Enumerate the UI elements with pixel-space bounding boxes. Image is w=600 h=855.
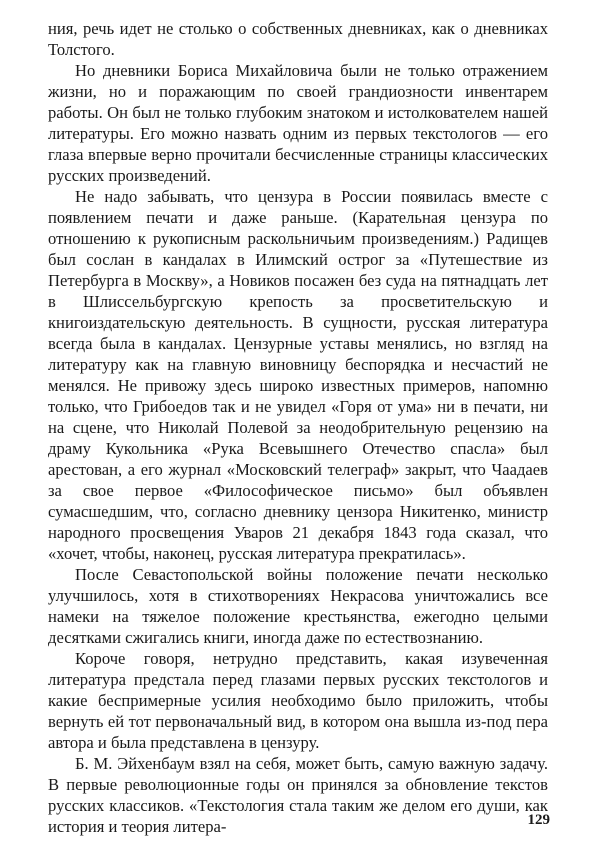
paragraph-3: Не надо забывать, что цензура в России появилась вместе с появлением печати и даже раньше. (Карательная цензура по отношению к рукописным раскольничьим произведениям.) Радищев был сослан в кандалах в Илимский острог за «Путешествие из Петербурга в Москву», а Новиков посажен без суда на пятнадцать лет в Шлиссельбургскую крепость за просветительскую и книгоиздательскую деятельность. В сущности, русская литература всегда была в кандалах. Цензурные уставы менялись, но взгляд на литературу как на главную виновницу беспорядка и несчастий не менялся. Не привожу здесь широко известных примеров, напомню только, что Грибоедов так и не увидел «Горя от ума» ни в печати, ни на сцене, что Николай Полевой за неодобрительную рецензию на драму Кукольника «Рука Всевышнего Отечество спасла» был арестован, а его журнал «Московский телеграф» закрыт, что Чаадаев за свое первое «Философическое письмо» был объявлен сумасшедшим, что, согласно дневнику цензора Никитенко, министр народного просвещения Уваров 21 декабря 1843 года сказал, что «хочет, чтобы, наконец, русская литература прекратилась». — [48, 187, 548, 563]
paragraph-1: ния, речь идет не столько о собственных дневниках, как о дневниках Толстого. — [48, 19, 548, 59]
page-number: 129 — [527, 812, 550, 828]
paragraph-4: После Севастопольской войны положение печати несколько улучшилось, хотя в стихотворениях Некрасова уничтожались все намеки на тяжелое положение крестьянства, ежегодно целыми десятками сжигались книги, иногда даже по естествознанию. — [48, 565, 548, 647]
paragraph-2: Но дневники Бориса Михайловича были не только отражением жизни, но и поражающим по своей грандиозности инвентарем работы. Он был не только глубоким знатоком и истолкователем нашей литературы. Его можно назвать одним из первых текстологов — его глаза впервые верно прочитали бесчисленные страницы классических русских произведений. — [48, 61, 548, 185]
paragraph-5: Короче говоря, нетрудно представить, какая изувеченная литература предстала перед глазами первых русских текстологов и какие беспримерные усилия необходимо было приложить, чтобы вернуть ей тот первоначальный вид, в котором она вышла из-под пера автора и была представлена в цензуру. — [48, 649, 548, 752]
paragraph-6: Б. М. Эйхенбаум взял на себя, может быть, самую важную задачу. В первые революционные годы он принялся за обновление текстов русских классиков. «Текстология стала таким же делом его души, как история и теория литера- — [48, 754, 548, 836]
page-text — [48, 18, 548, 837]
